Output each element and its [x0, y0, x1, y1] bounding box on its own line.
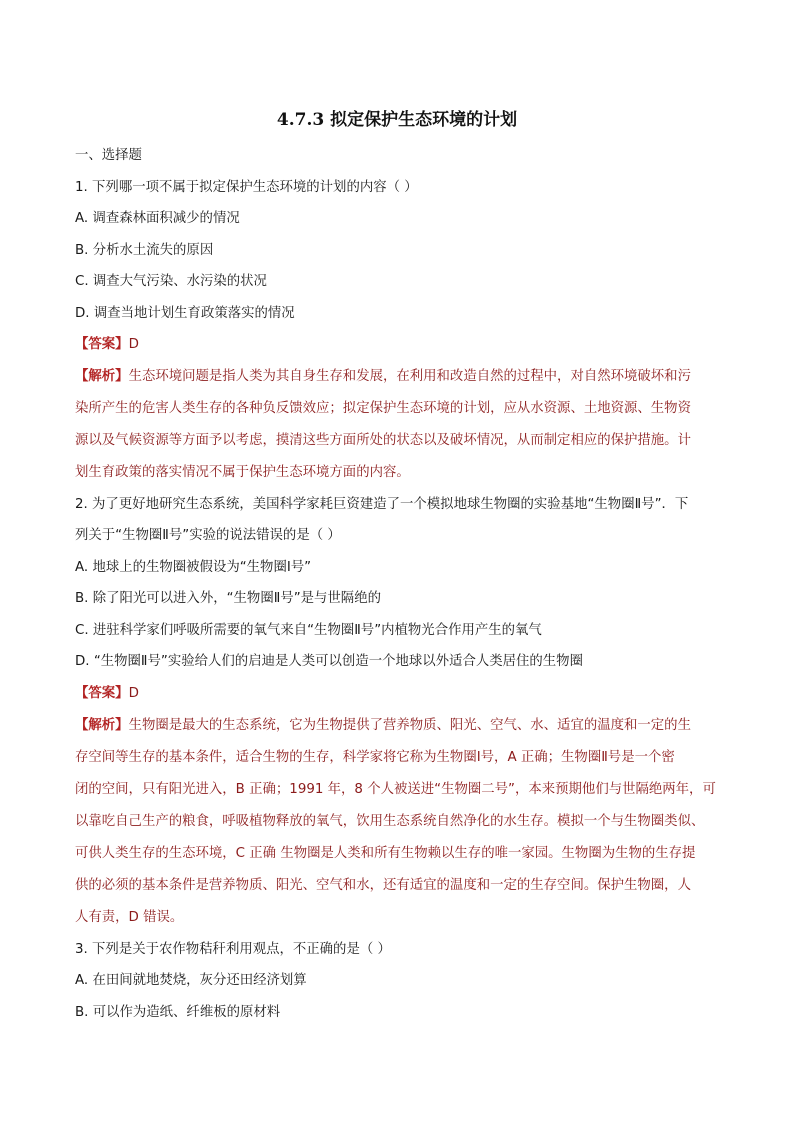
- question-2-analysis-line: 存空间等生存的基本条件，适合生物的生存，科学家将它称为生物圈Ⅰ号，A 正确；生物圈Ⅱ号是一个密: [75, 750, 675, 765]
- question-2-analysis-line: 以靠吃自己生产的粮食，呼吸植物释放的氧气，饮用生态系统自然净化的水生存。模拟一个与生物圈类似、: [75, 814, 705, 829]
- question-2-stem: 列关于“生物圈Ⅱ号”实验的说法错误的是（ ）: [75, 528, 341, 543]
- question-1-analysis-line: 划生育政策的落实情况不属于保护生态环境方面的内容。: [75, 465, 410, 480]
- section-heading: 一、选择题: [75, 148, 142, 163]
- question-1-analysis-line: 染所产生的危害人类生存的各种负反馈效应；拟定保护生态环境的计划，应从水资源、土地资源、生物资: [75, 401, 691, 416]
- question-1-answer: [75, 337, 725, 353]
- question-1-option-b: B. 分析水土流失的原因: [75, 243, 214, 258]
- question-2-analysis-line: 供的必须的基本条件是营养物质、阳光、空气和水，还有适宜的温度和一定的生存空间。保护生物圈，人: [75, 878, 691, 893]
- analysis-text: 生物圈是最大的生态系统，它为生物提供了营养物质、阳光、空气、水、适宜的温度和一定的生: [128, 718, 691, 733]
- question-2-stem: 2. 为了更好地研究生态系统，美国科学家耗巨资建造了一个模拟地球生物圈的实验基地“生物圈Ⅱ号”．下: [75, 497, 689, 512]
- question-1-analysis-line: 源以及气候资源等方面予以考虑，摸清这些方面所处的状态以及破坏情况，从而制定相应的保护措施。计: [75, 433, 691, 448]
- question-2-option-a: A. 地球上的生物圈被假设为“生物圈Ⅰ号”: [75, 560, 312, 575]
- analysis-text: 生态环境问题是指人类为其自身生存和发展，在利用和改造自然的过程中，对自然环境破坏和污: [128, 369, 691, 384]
- question-3-stem: 3. 下列是关于农作物秸秆利用观点，不正确的是（ ）: [75, 942, 391, 957]
- question-2-analysis-line: 人有责，D 错误。: [75, 910, 184, 925]
- question-1-option-a: A. 调查森林面积减少的情况: [75, 211, 240, 226]
- answer-label: 【答案】: [75, 686, 129, 701]
- question-3-option-a: A. 在田间就地焚烧，灰分还田经济划算: [75, 973, 307, 988]
- answer-value: D: [128, 337, 139, 352]
- question-2-analysis-line: 闭的空间，只有阳光进入，B 正确；1991 年，8 个人被送进“生物圈二号”，本来预期他们与世隔绝两年，可: [75, 782, 716, 797]
- analysis-label: 【解析】: [75, 369, 129, 384]
- question-1-stem: 1. 下列哪一项不属于拟定保护生态环境的计划的内容（ ）: [75, 180, 418, 195]
- question-2-option-b: B. 除了阳光可以进入外，“生物圈Ⅱ号”是与世隔绝的: [75, 591, 381, 606]
- answer-label: 【答案】: [75, 337, 129, 352]
- question-2-option-c: C. 进驻科学家们呼吸所需要的氧气来自“生物圈Ⅱ号”内植物光合作用产生的氧气: [75, 623, 542, 638]
- question-1-analysis-line: [75, 369, 725, 385]
- page-title: 4.7.3 拟定保护生态环境的计划: [276, 110, 518, 130]
- question-2-analysis-line: 可供人类生存的生态环境，C 正确 生物圈是人类和所有生物赖以生存的唯一家园。生物圈为生物的生存提: [75, 846, 696, 861]
- question-2-answer: [75, 686, 725, 702]
- question-3-option-b: B. 可以作为造纸、纤维板的原材料: [75, 1005, 281, 1020]
- answer-value: D: [128, 686, 139, 701]
- analysis-label: 【解析】: [75, 718, 129, 733]
- question-2-option-d: D. “生物圈Ⅱ号”实验给人们的启迪是人类可以创造一个地球以外适合人类居住的生物圈: [75, 654, 583, 669]
- question-2-analysis-line: [75, 718, 725, 734]
- question-1-option-c: C. 调查大气污染、水污染的状况: [75, 274, 267, 289]
- question-1-option-d: D. 调查当地计划生育政策落实的情况: [75, 306, 295, 321]
